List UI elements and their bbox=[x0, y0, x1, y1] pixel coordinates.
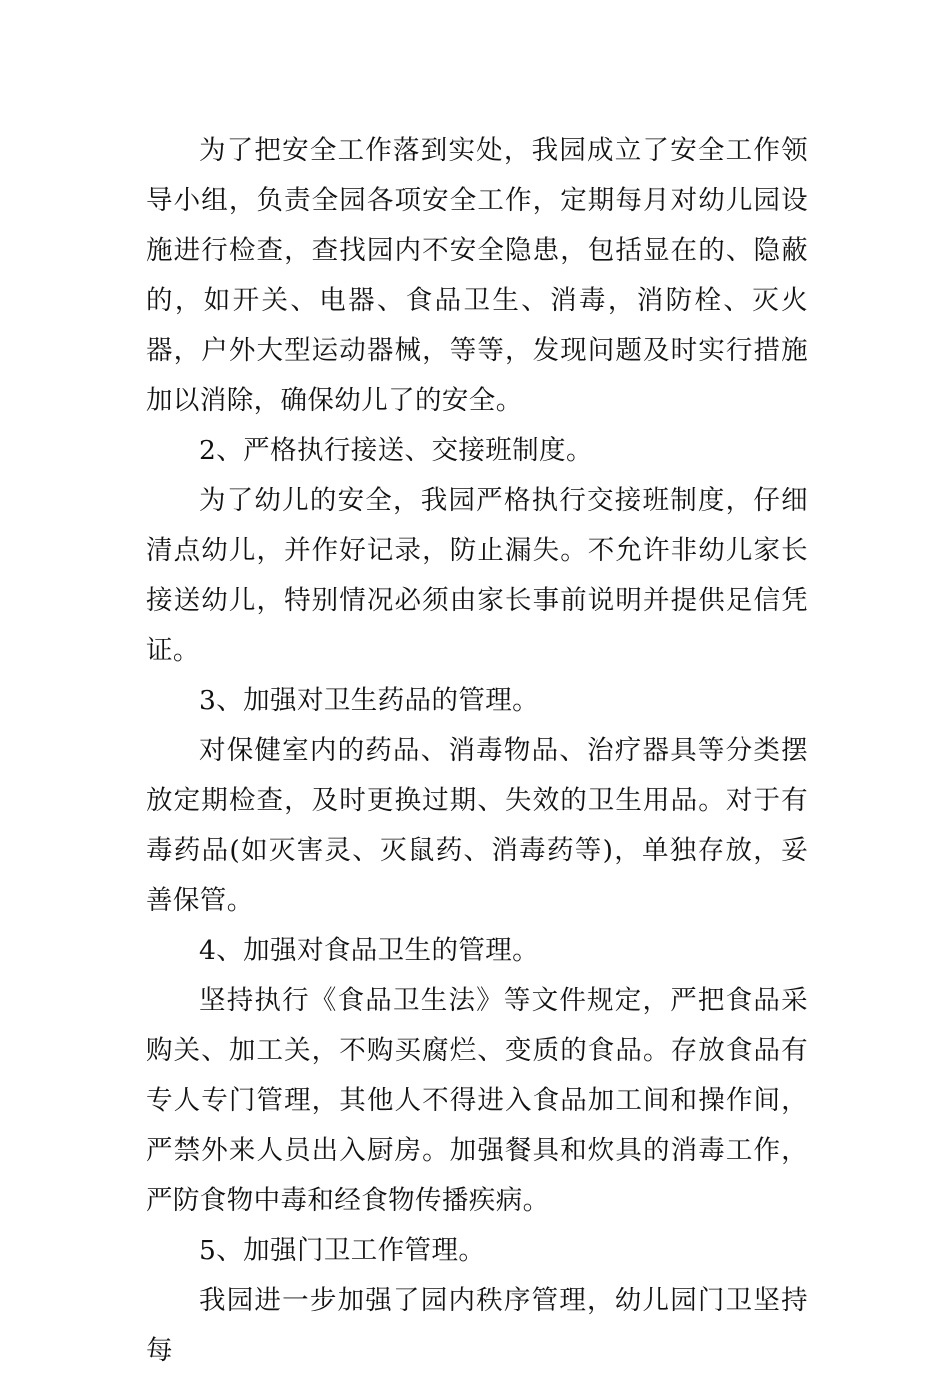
paragraph-guard: 我园进一步加强了园内秩序管理，幼儿园门卫坚持每 bbox=[146, 1285, 808, 1366]
document-page bbox=[146, 126, 808, 1376]
paragraph-safety-leadership: 为了把安全工作落到实处，我园成立了安全工作领导小组，负责全园各项安全工作，定期每月对幼儿园设施进行检查，查找园内不安全隐患，包括显在的、隐蔽的，如开关、电器、食品卫生、消毒，消防栓、灭火器，户外大型运动器械，等等，发现问题及时实行措施加以消除，确保幼儿了的安全。 bbox=[146, 135, 808, 416]
section-heading-food: 4、加强对食品卫生的管理。 bbox=[199, 935, 540, 966]
section-heading-medicine: 3、加强对卫生药品的管理。 bbox=[199, 685, 540, 716]
section-heading-pickup: 2、严格执行接送、交接班制度。 bbox=[199, 435, 593, 466]
paragraph-food: 坚持执行《食品卫生法》等文件规定，严把食品采购关、加工关，不购买腐烂、变质的食品。存放食品有专人专门管理，其他人不得进入食品加工间和操作间，严禁外来人员出入厨房。加强餐具和炊具的消毒工作，严防食物中毒和经食物传播疾病。 bbox=[146, 985, 808, 1216]
paragraph-medicine: 对保健室内的药品、消毒物品、治疗器具等分类摆放定期检查，及时更换过期、失效的卫生用品。对于有毒药品(如灭害灵、灭鼠药、消毒药等)，单独存放，妥善保管。 bbox=[146, 735, 808, 916]
paragraph-pickup: 为了幼儿的安全，我园严格执行交接班制度，仔细清点幼儿，并作好记录，防止漏失。不允许非幼儿家长接送幼儿，特别情况必须由家长事前说明并提供足信凭证。 bbox=[146, 485, 808, 666]
section-heading-guard: 5、加强门卫工作管理。 bbox=[199, 1235, 486, 1266]
